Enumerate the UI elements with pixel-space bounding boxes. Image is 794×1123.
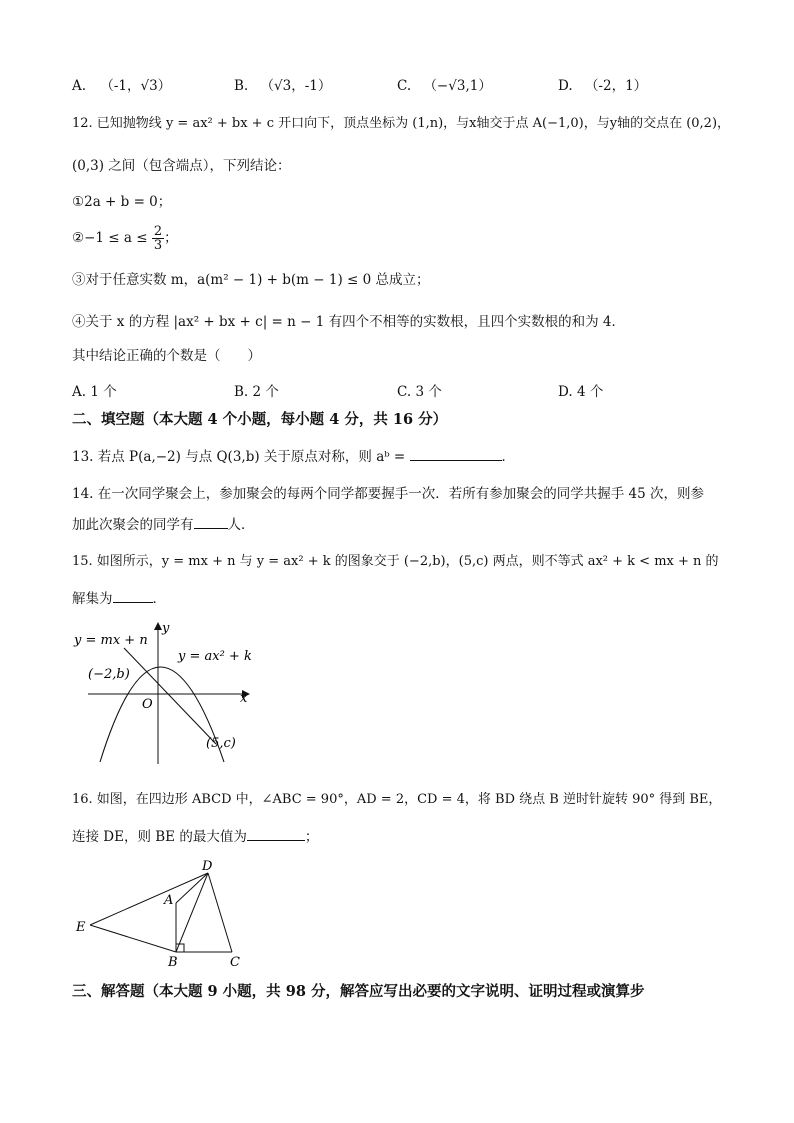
label-e: E [76,920,86,935]
q12-conclusion-2: ②−1 ≤ a ≤ $\frac{2}{3}$ ； [72,224,178,253]
q14-line1: 14. 在一次同学聚会上，参加聚会的每两个同学都要握手一次．若所有参加聚会的同学共握手 45 次，则参 [72,486,705,502]
q12-option-a: A. 1 个 [72,384,117,400]
q16-geometry-figure [66,856,266,971]
label-x-axis: x [240,691,248,706]
label-point-1: (−2,b) [88,667,130,682]
label-point-2: (5,c) [206,736,236,751]
answer-blank[interactable] [113,588,153,603]
label-c: C [230,955,240,970]
q12-conclusion-3: ③对于任意实数 m，a(m² − 1) + b(m − 1) ≤ 0 总成立； [72,272,430,288]
q11-option-c: C. （−√3,1） [397,78,492,94]
label-origin: O [142,697,153,712]
q12-ask: 其中结论正确的个数是（ ） [72,348,261,364]
q11-option-d: D. （-2，1） [558,78,648,94]
label-d: D [202,859,213,874]
q12-conclusion-1: ①2a + b = 0； [72,194,172,210]
q11-option-a: A. （-1，√3） [72,78,172,94]
q12-option-d: D. 4 个 [558,384,604,400]
q12-stem-line2: (0,3) 之间（包含端点），下列结论： [72,158,291,174]
q16-line2: 连接 DE，则 BE 的最大值为 ； [72,826,318,847]
segment-cd [208,873,232,952]
section2-heading: 二、填空题（本大题 4 个小题，每小题 4 分，共 16 分） [72,411,448,428]
answer-blank[interactable] [247,826,305,841]
label-b: B [168,955,178,970]
answer-blank[interactable] [194,514,228,529]
q15-line1: 15. 如图所示，y = mx + n 与 y = ax² + k 的图象交于 (−2,b)，(5,c) 两点，则不等式 ax² + k < mx + n 的 [72,554,719,569]
label-a: A [164,893,174,908]
label-line-equation: y = mx + n [74,633,148,648]
q15-graph-figure [66,618,266,768]
q14-line2: 加此次聚会的同学有 人． [72,514,255,535]
y-axis-arrow-icon [154,622,162,630]
fraction: $\frac{2}{3}$ [153,224,163,253]
segment-da [176,873,208,903]
q12-option-b: B. 2 个 [234,384,279,400]
q15-line2: 解集为 ． [72,588,166,609]
section3-heading: 三、解答题（本大题 9 小题，共 98 分，解答应写出必要的文字说明、证明过程或演算步 [72,983,645,1000]
q13: 13. 若点 P(a,−2) 与点 Q(3,b) 关于原点对称，则 aᵇ = ． [72,446,515,467]
segment-be [90,925,176,952]
answer-blank[interactable] [410,446,502,461]
label-y-axis: y [162,621,170,636]
q12-stem-line1: 12. 已知抛物线 y = ax² + bx + c 开口向下，顶点坐标为 (1,n)，与x轴交于点 A(−1,0)，与y轴的交点在 (0,2)， [72,116,731,131]
q16-line1: 16. 如图，在四边形 ABCD 中，∠ABC = 90°，AD = 2，CD = 4，将 BD 绕点 B 逆时针旋转 90° 得到 BE， [72,792,722,807]
q12-conclusion-4: ④关于 x 的方程 |ax² + bx + c| = n − 1 有四个不相等的实数根，且四个实数根的和为 4． [72,314,626,330]
label-parabola-equation: y = ax² + k [178,649,252,664]
q12-option-c: C. 3 个 [397,384,442,400]
q11-option-b: B. （√3，-1） [234,78,332,94]
